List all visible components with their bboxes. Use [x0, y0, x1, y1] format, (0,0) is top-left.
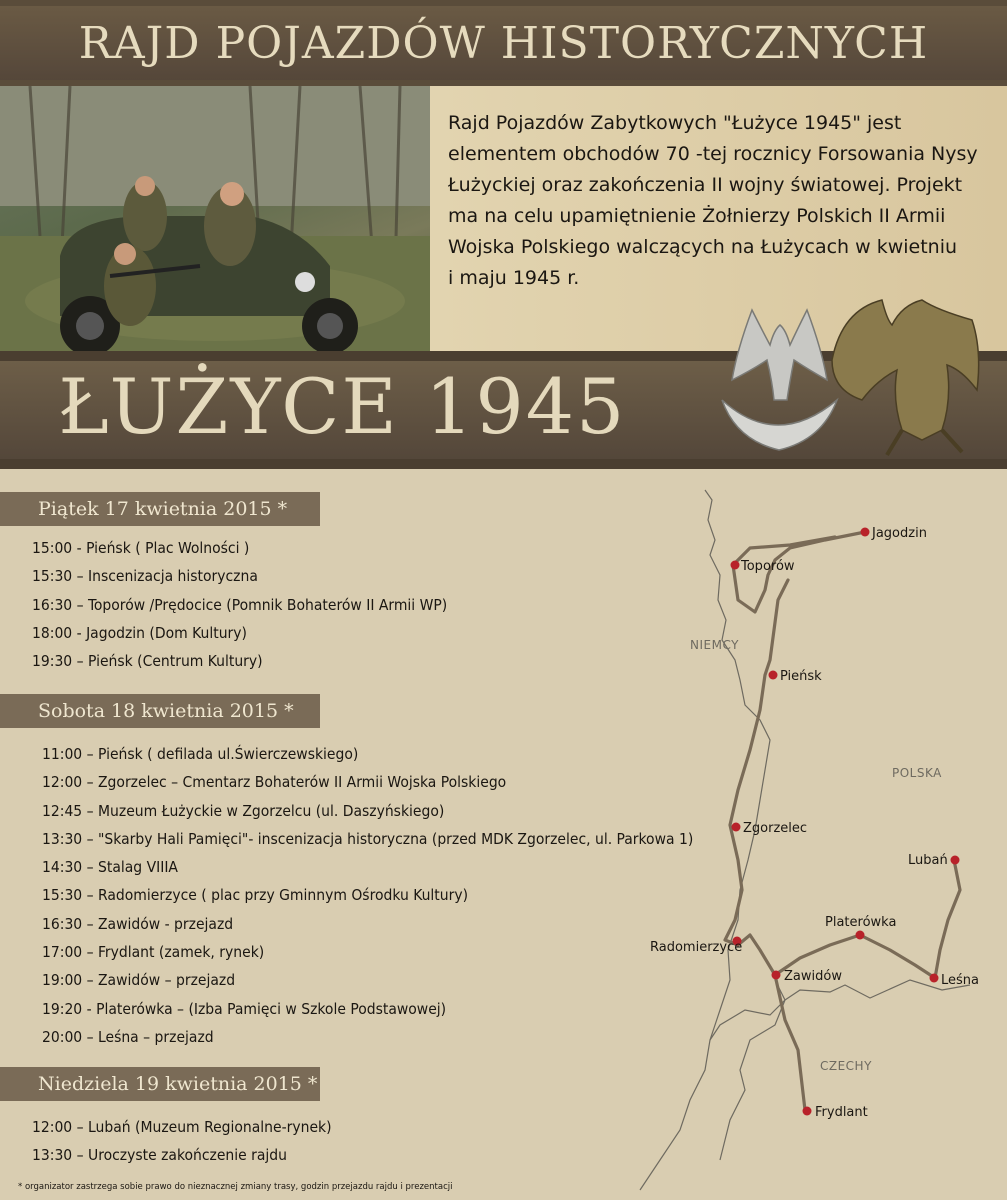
intro-text	[448, 108, 988, 294]
town-marker	[930, 973, 980, 988]
schedule-list-friday	[32, 534, 447, 675]
intro-line: ma na celu upamiętnienie Żołnierzy Polskich II Armii	[448, 205, 946, 227]
town-marker	[825, 915, 896, 940]
town-marker	[732, 821, 808, 836]
town-label: Platerówka	[825, 915, 897, 930]
day-header-saturday: Sobota 18 kwietnia 2015 *	[0, 694, 320, 728]
silver-eagle-icon	[722, 310, 837, 450]
schedule-item: 11:00 – Pieńsk ( defilada ul.Świerczewskiego)	[42, 745, 359, 763]
country-label: NIEMCY	[690, 638, 739, 652]
schedule-item: 15:30 – Radomierzyce ( plac przy Gminnym Ośrodku Kultury)	[42, 886, 469, 905]
town-marker	[908, 853, 960, 868]
sidecar-photo-illustration	[0, 86, 430, 351]
schedule-item: 19:00 – Zawidów – przejazd	[42, 971, 236, 990]
intro-line: i maju 1945 r.	[448, 267, 580, 289]
schedule-item: 12:00 – Lubań (Muzeum Regionalne-rynek)	[32, 1118, 332, 1136]
schedule-item: 16:30 – Toporów /Prędocice (Pomnik Bohaterów II Armii WP)	[32, 595, 448, 614]
schedule-item: 19:30 – Pieńsk (Centrum Kultury)	[32, 652, 263, 671]
intro-line: elementem obchodów 70 -tej rocznicy Forsowania Nysy	[448, 143, 978, 165]
footnote: * organizator zastrzega sobie prawo do nieznacznej zmiany trasy, godzin przejazdu rajdu i prezentacji	[18, 1182, 453, 1192]
main-title: RAJD POJAZDÓW HISTORYCZNYCH	[78, 18, 929, 69]
schedule-item: 15:30 – Inscenizacja historyczna	[32, 567, 258, 586]
schedule-item: 13:30 – Uroczyste zakończenie rajdu	[32, 1146, 288, 1165]
town-marker	[861, 526, 927, 541]
town-marker	[650, 937, 742, 956]
border-line	[720, 1000, 785, 1160]
town-label: Zawidów	[784, 969, 842, 984]
schedule-item: 12:00 – Zgorzelec – Cmentarz Bohaterów II Armii Wojska Polskiego	[42, 773, 507, 792]
town-marker	[731, 559, 795, 574]
border-line	[640, 490, 770, 1190]
schedule-item: 15:00 - Pieńsk ( Plac Wolności )	[32, 539, 250, 557]
schedule-item: 17:00 – Frydlant (zamek, rynek)	[42, 943, 265, 962]
schedule-item: 12:45 – Muzeum Łużyckie w Zgorzelcu (ul. Daszyńskiego)	[42, 801, 445, 820]
schedule-item: 19:20 - Platerówka – (Izba Pamięci w Szkole Podstawowej)	[42, 999, 447, 1018]
schedule-item: 20:00 – Leśna – przejazd	[42, 1027, 214, 1046]
country-label: POLSKA	[892, 766, 942, 780]
schedule-item: 14:30 – Stalag VIIIA	[42, 858, 178, 877]
luzyce-title: ŁUŻYCE 1945	[58, 362, 627, 451]
town-label: Toporów	[741, 559, 795, 574]
town-label: Jagodzin	[872, 526, 927, 541]
intro-line: Wojska Polskiego walczących na Łużycach w kwietniu	[448, 236, 958, 258]
town-label: Radomierzyce	[650, 940, 743, 955]
town-marker	[769, 669, 823, 684]
schedule-item: 16:30 – Zawidów - przejazd	[42, 914, 234, 933]
town-marker	[803, 1105, 868, 1120]
border-line	[710, 980, 970, 1040]
town-label: Lubań	[908, 853, 948, 868]
schedule-list-sunday	[32, 1113, 332, 1170]
town-label: Leśna	[941, 973, 979, 988]
schedule-item: 13:30 – "Skarby Hali Pamięci"- inscenizacja historyczna (przed MDK Zgorzelec, ul. Parkowa 1)	[42, 829, 694, 848]
sidecar-photo	[0, 86, 430, 351]
town-label: Pieńsk	[780, 669, 822, 684]
town-label: Zgorzelec	[743, 821, 808, 836]
day-header-sunday: Niedziela 19 kwietnia 2015 *	[0, 1067, 320, 1101]
eagle-emblems	[712, 290, 992, 460]
bronze-eagle-icon	[832, 300, 979, 455]
intro-line: Łużyckiej oraz zakończenia II wojny światowej. Projekt	[448, 174, 963, 196]
town-label: Frydlant	[815, 1105, 868, 1120]
schedule-item: 18:00 - Jagodzin (Dom Kultury)	[32, 623, 247, 642]
country-label: CZECHY	[820, 1059, 872, 1073]
route-map	[570, 480, 1007, 1200]
day-header-friday: Piątek 17 kwietnia 2015 *	[0, 492, 320, 526]
intro-line: Rajd Pojazdów Zabytkowych "Łużyce 1945" jest	[448, 112, 902, 134]
